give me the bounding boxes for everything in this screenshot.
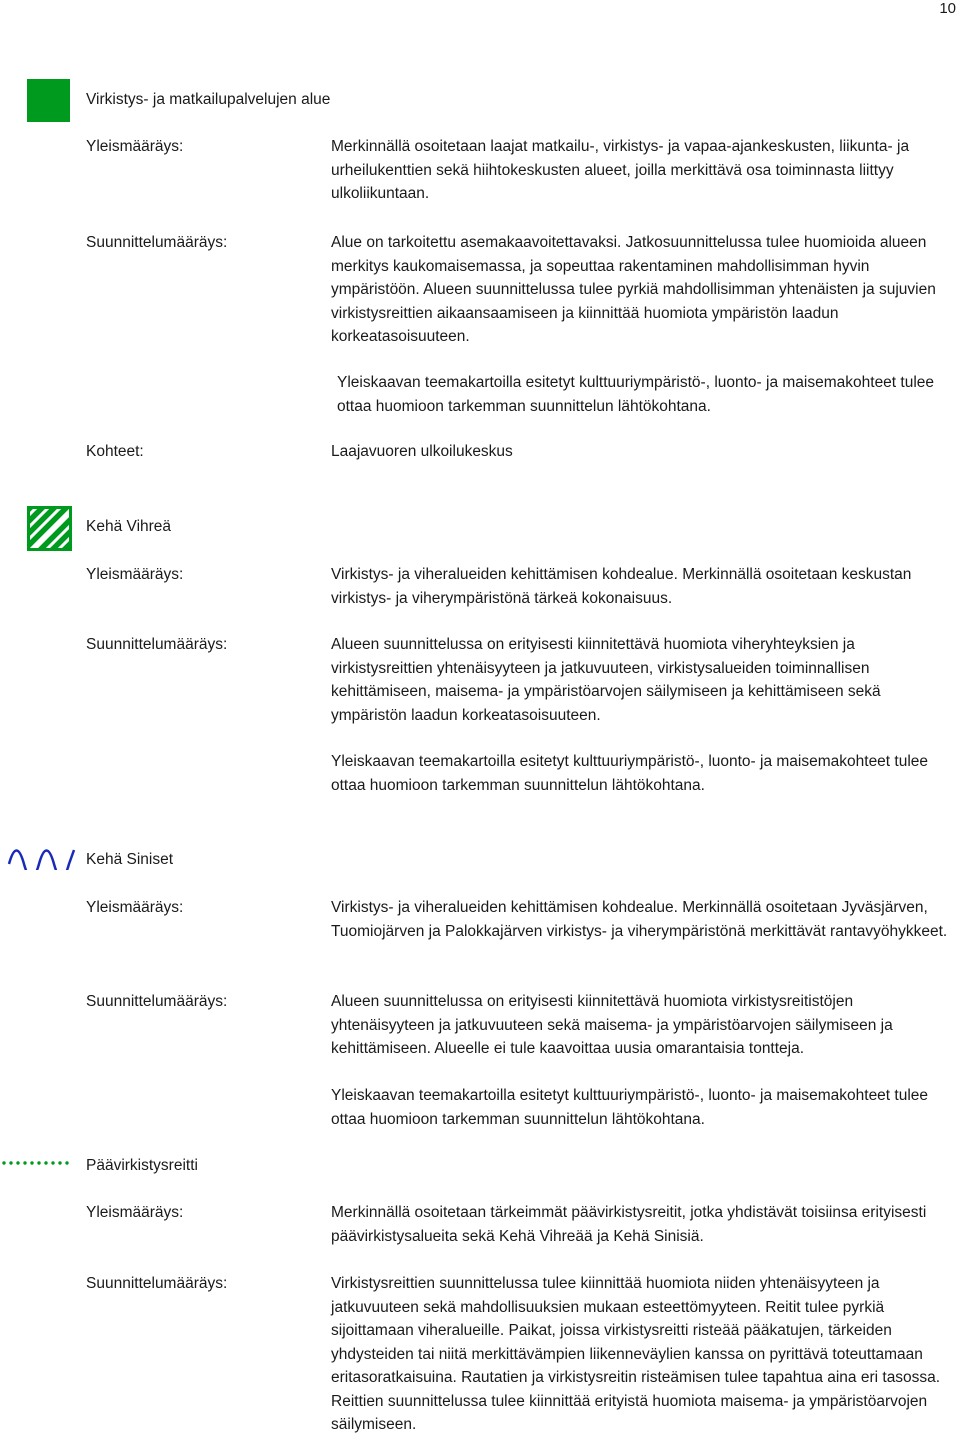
suunnittelumaarays-text: Alueen suunnittelussa on erityisesti kiinnitettävä huomiota virkistysreitistöjen yhtenäisyyteen ja jatkuvuuteen sekä maisema- ja ympäristöarvojen säilymiseen ja kehittämiseen. Alueelle ei tule kaavoittaa uusia omarantaisia tontteja. bbox=[331, 993, 893, 1057]
green-square-icon bbox=[27, 79, 70, 122]
yleiskaava-text: Yleiskaavan teemakartoilla esitetyt kulttuuriympäristö-, luonto- ja maisemakohteet tulee ottaa huomioon tarkemman suunnittelun lähtökohtana. bbox=[331, 1087, 929, 1128]
yleiskaava-text: Yleiskaavan teemakartoilla esitetyt kulttuuriympäristö-, luonto- ja maisemakohteet tulee ottaa huomioon tarkemman suunnittelun lähtökohtana. bbox=[331, 753, 929, 794]
green-hatched-square-icon bbox=[27, 506, 72, 551]
suunnittelumaarays-label: Suunnittelumääräys: bbox=[86, 636, 228, 653]
section-title: Päävirkistysreitti bbox=[86, 1157, 198, 1174]
suunnittelumaarays-text: Alueen suunnittelussa on erityisesti kiinnitettävä huomiota viheryhteyksien ja virkistysreittien yhtenäisyyteen ja jatkuvuuteen, virkistysalueiden toiminnallisen kehittämiseen, maisema- ja ympäristöarvojen säilymiseen ja kehittämiseen sekä ympäristön laadun korkeatasoisuuteen. bbox=[331, 636, 881, 724]
yleismaarays-text: Merkinnällä osoitetaan laajat matkailu-, virkistys- ja vapaa-ajankeskusten, liikunta- ja urheilukenttien sekä hiihtokeskusten alueet, joilla merkittävä osa toiminnasta liittyy ulkoliikuntaan. bbox=[331, 138, 910, 202]
suunnittelumaarays-label: Suunnittelumääräys: bbox=[86, 234, 228, 251]
section-title: Kehä Vihreä bbox=[86, 518, 172, 535]
yleiskaava-text: Yleiskaavan teemakartoilla esitetyt kulttuuriympäristö-, luonto- ja maisemakohteet tulee ottaa huomioon tarkemman suunnittelun lähtökohtana. bbox=[337, 374, 935, 415]
suunnittelumaarays-text: Virkistysreittien suunnittelussa tulee kiinnittää huomiota niiden yhtenäisyyteen ja jatkuvuuteen sekä mahdollisuuksien mukaan esteettömyyteen. Reitit tulee pyrkiä sijoittamaan viheralueille. Paikat, joissa virkistysreitti risteää pääkatujen, tärkeiden yhdysteiden tai niitä merkittävämpien liikenneväylien kanssa on pyrittävä toteuttamaan eritasoratkaisuina. Rautatien ja virkistysreitin risteämisen tulee tapahtua aina eri tasossa. Reittien suunnittelussa tulee kiinnittää erityistä huomiota maisema- ja ympäristöarvojen säilymiseen. bbox=[331, 1275, 941, 1433]
page-number: 10 bbox=[939, 0, 956, 17]
yleismaarays-text: Merkinnällä osoitetaan tärkeimmät päävirkistysreitit, jotka yhdistävät toisiinsa erityisesti päävirkistysalueita sekä Kehä Vihreää ja Kehä Sinisiä. bbox=[331, 1204, 927, 1245]
yleismaarays-label: Yleismääräys: bbox=[86, 138, 184, 155]
yleismaarays-label: Yleismääräys: bbox=[86, 566, 184, 583]
kohteet-text: Laajavuoren ulkoilukeskus bbox=[331, 443, 513, 460]
suunnittelumaarays-label: Suunnittelumääräys: bbox=[86, 993, 228, 1010]
section-title: Virkistys- ja matkailupalvelujen alue bbox=[86, 91, 331, 108]
suunnittelumaarays-text: Alue on tarkoitettu asemakaavoitettavaksi. Jatkosuunnittelussa tulee huomioida alueen merkitys kaukomaisemassa, ja sopeuttaa rakentaminen mahdollisimman hyvin ympäristöön. Alueen suunnittelussa tulee pyrkiä mahdollisimman yhtenäisten ja sujuvien virkistysreittien aikaansaamiseen ja kiinnittää huomiota ympäristön laadun korkeatasoisuuteen. bbox=[331, 234, 936, 345]
blue-wave-icon bbox=[7, 844, 77, 870]
kohteet-label: Kohteet: bbox=[86, 443, 144, 460]
green-dotted-line-icon bbox=[0, 1158, 72, 1168]
yleismaarays-text: Virkistys- ja viheralueiden kehittämisen kohdealue. Merkinnällä osoitetaan Jyväsjärven, Tuomiojärven ja Palokkajärven virkistys- ja viherympäristönä merkittävät rantavyöhykkeet. bbox=[331, 899, 948, 940]
suunnittelumaarays-label: Suunnittelumääräys: bbox=[86, 1275, 228, 1292]
section-title: Kehä Siniset bbox=[86, 851, 174, 868]
yleismaarays-text: Virkistys- ja viheralueiden kehittämisen kohdealue. Merkinnällä osoitetaan keskustan virkistys- ja viherympäristönä tärkeä kokonaisuus. bbox=[331, 566, 912, 607]
yleismaarays-label: Yleismääräys: bbox=[86, 1204, 184, 1221]
yleismaarays-label: Yleismääräys: bbox=[86, 899, 184, 916]
